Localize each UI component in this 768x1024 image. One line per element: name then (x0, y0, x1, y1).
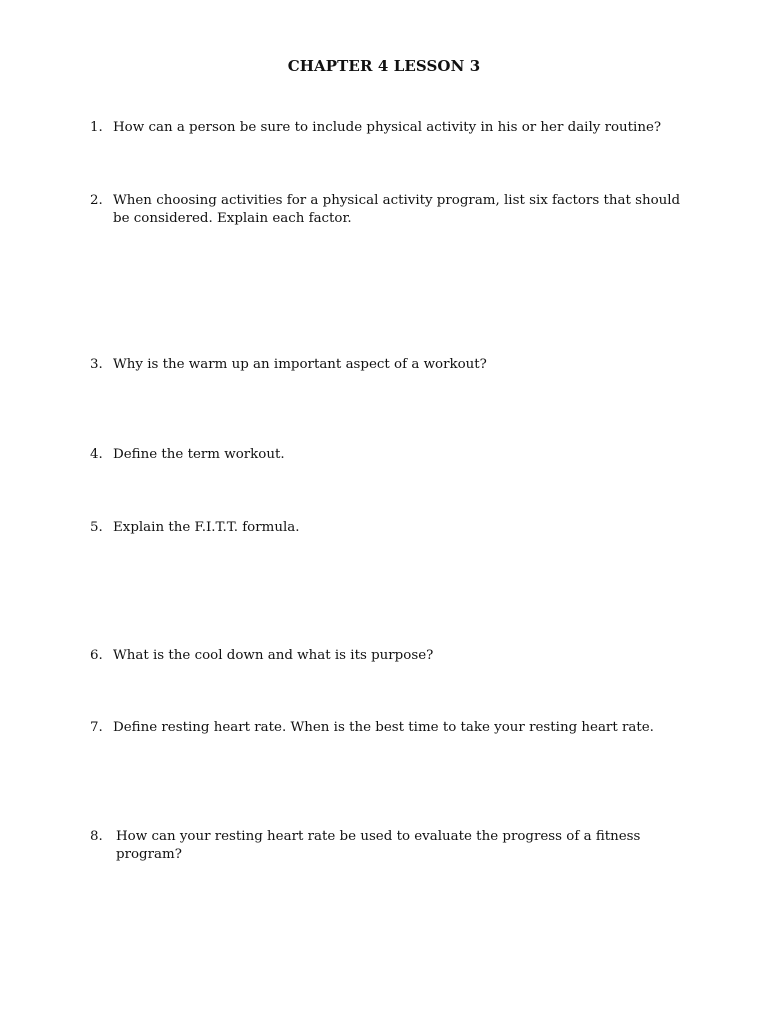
question-item (90, 356, 690, 374)
question-item (90, 647, 690, 665)
question-item (90, 828, 690, 864)
question-text: Explain the F.I.T.T. formula. (113, 520, 300, 535)
question-text: Why is the warm up an important aspect of a workout? (113, 357, 487, 372)
question-text: What is the cool down and what is its purpose? (113, 648, 434, 663)
page-title: CHAPTER 4 LESSON 3 (287, 57, 481, 75)
question-text: When choosing activities for a physical activity program, list six factors that should be considered. Explain each factor. (113, 193, 681, 226)
question-number: 4. (90, 447, 103, 462)
question-item (90, 119, 690, 137)
question-item (90, 719, 690, 737)
question-item (90, 446, 690, 464)
question-number: 1. (90, 120, 103, 135)
question-text: How can a person be sure to include physical activity in his or her daily routine? (113, 120, 662, 135)
question-text: Define resting heart rate. When is the best time to take your resting heart rate. (113, 720, 654, 735)
question-item (90, 192, 690, 228)
question-number: 3. (90, 357, 103, 372)
question-number: 6. (90, 648, 103, 663)
question-number: 8. (90, 829, 103, 844)
question-number: 2. (90, 193, 103, 208)
question-number: 5. (90, 520, 103, 535)
question-number: 7. (90, 720, 103, 735)
question-text: How can your resting heart rate be used to evaluate the progress of a fitness program? (116, 829, 641, 862)
question-item (90, 519, 690, 537)
question-text: Define the term workout. (113, 447, 285, 462)
